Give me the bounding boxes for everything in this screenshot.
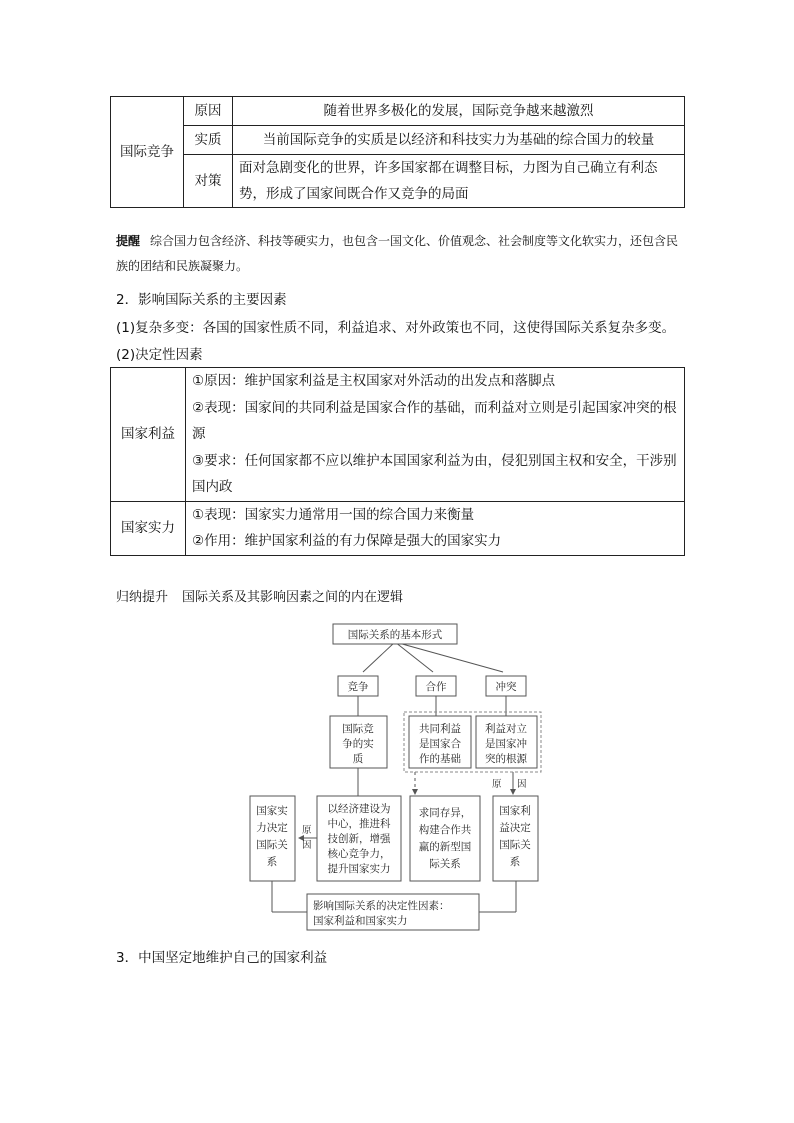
table2-interest-line: ②表现：国家间的共同利益是国家合作的基础，而利益对立则是引起国家冲突的根源 [192,399,677,442]
diagram-decisive-line: 国家利益和国家实力 [313,915,408,927]
diagram-form-cooperation: 合作 [425,681,447,693]
table2-content-strength [186,501,685,555]
table2-content-interest [186,368,685,502]
diagram-interest-line: 国家利 [499,805,531,817]
logic-diagram [245,620,545,935]
section2-point2: (2)决定性因素 [116,347,203,363]
diagram-seek-line: 赢的新型国 [418,841,472,853]
section2-title: 2．影响国际关系的主要因素 [116,292,287,308]
diagram-strength-line: 系 [266,856,278,868]
table2-strength-line: ②作用：维护国家利益的有力保障是强大的国家实力 [192,533,502,549]
table2-label-interest: 国家利益 [111,368,186,502]
diagram-opposed-line: 利益对立 [485,723,527,735]
diagram-interest-line: 国际关 [499,839,531,851]
tip-paragraph [116,229,686,279]
diagram-strength-line: 力决定 [256,822,288,834]
table2-interest-line: ①原因：维护国家利益是主权国家对外活动的出发点和落脚点 [192,373,556,389]
diagram-opposed-line: 突的根源 [485,753,527,765]
table1-label-cause: 原因 [184,97,233,126]
diagram-opposed-line: 是国家冲 [485,738,527,750]
diagram-common-line: 共同利益 [419,723,461,735]
diagram-decisive-line: 影响国际关系的决定性因素： [313,900,450,912]
diagram-essence-line: 国际竞 [342,723,374,735]
diagram-interest-line: 益决定 [499,822,531,834]
table1-text-essence: 当前国际竞争的实质是以经济和科技实力为基础的综合国力的较量 [233,126,685,155]
diagram-reason-right: 因 [517,779,527,790]
table1-label-strategy: 对策 [184,155,233,208]
diagram-common-line: 作的基础 [419,753,461,765]
diagram-economy-line: 核心竞争力， [327,848,391,860]
diagram-form-competition: 竞争 [347,681,369,693]
section3-title: 3．中国坚定地维护自己的国家利益 [116,950,328,966]
diagram-root-text: 国际关系的基本形式 [347,629,443,641]
diagram-reason-left: 原 [302,825,312,836]
diagram-economy-line: 技创新，增强 [327,833,391,845]
diagram-economy-line: 提升国家实力 [327,863,391,875]
diagram-interest-line: 系 [509,856,521,868]
diagram-reason-left: 因 [302,840,312,851]
table2-interest-line: ③要求：任何国家都不应以维护本国国家利益为由，侵犯别国主权和安全，干涉别国内政 [192,452,677,495]
diagram-strength-line: 国家实 [256,805,288,817]
diagram-seek-line: 际关系 [429,858,461,870]
diagram-economy-line: 中心，推进科 [327,818,391,830]
diagram-common-line: 是国家合 [419,738,461,750]
section2-point1: (1)复杂多变：各国的国家性质不同，利益追求、对外政策也不同，这使得国际关系复杂多变。 [116,320,676,336]
table1-label-essence: 实质 [184,126,233,155]
tip-label: 提醒 [116,234,141,248]
tip-text: 综合国力包含经济、科技等硬实力，也包含一国文化、价值观念、社会制度等文化软实力，还包含民族的团结和民族凝聚力。 [116,234,679,273]
decisive-factors-table [110,367,685,556]
table2-label-strength: 国家实力 [111,501,186,555]
diagram-essence-line: 质 [352,753,364,765]
table1-text-cause: 随着世界多极化的发展，国际竞争越来越激烈 [233,97,685,126]
table1-header: 国际竞争 [111,97,184,208]
table1-text-strategy: 面对急剧变化的世界，许多国家都在调整目标，力图为自己确立有利态势，形成了国家间既合作又竞争的局面 [233,155,685,208]
diagram-economy-line: 以经济建设为 [327,803,391,815]
summary-label: 归纳提升 [116,590,169,605]
summary-heading [116,586,403,605]
diagram-essence-line: 争的实 [342,738,374,750]
diagram-strength-line: 国际关 [256,839,288,851]
international-competition-table [110,96,685,208]
diagram-form-conflict: 冲突 [495,681,517,693]
table2-strength-line: ①表现：国家实力通常用一国的综合国力来衡量 [192,506,475,523]
diagram-seek-line: 求同存异， [418,807,472,819]
summary-title: 国际关系及其影响因素之间的内在逻辑 [182,590,404,605]
diagram-seek-line: 构建合作共 [418,824,472,836]
diagram-reason-right: 原 [492,779,502,790]
